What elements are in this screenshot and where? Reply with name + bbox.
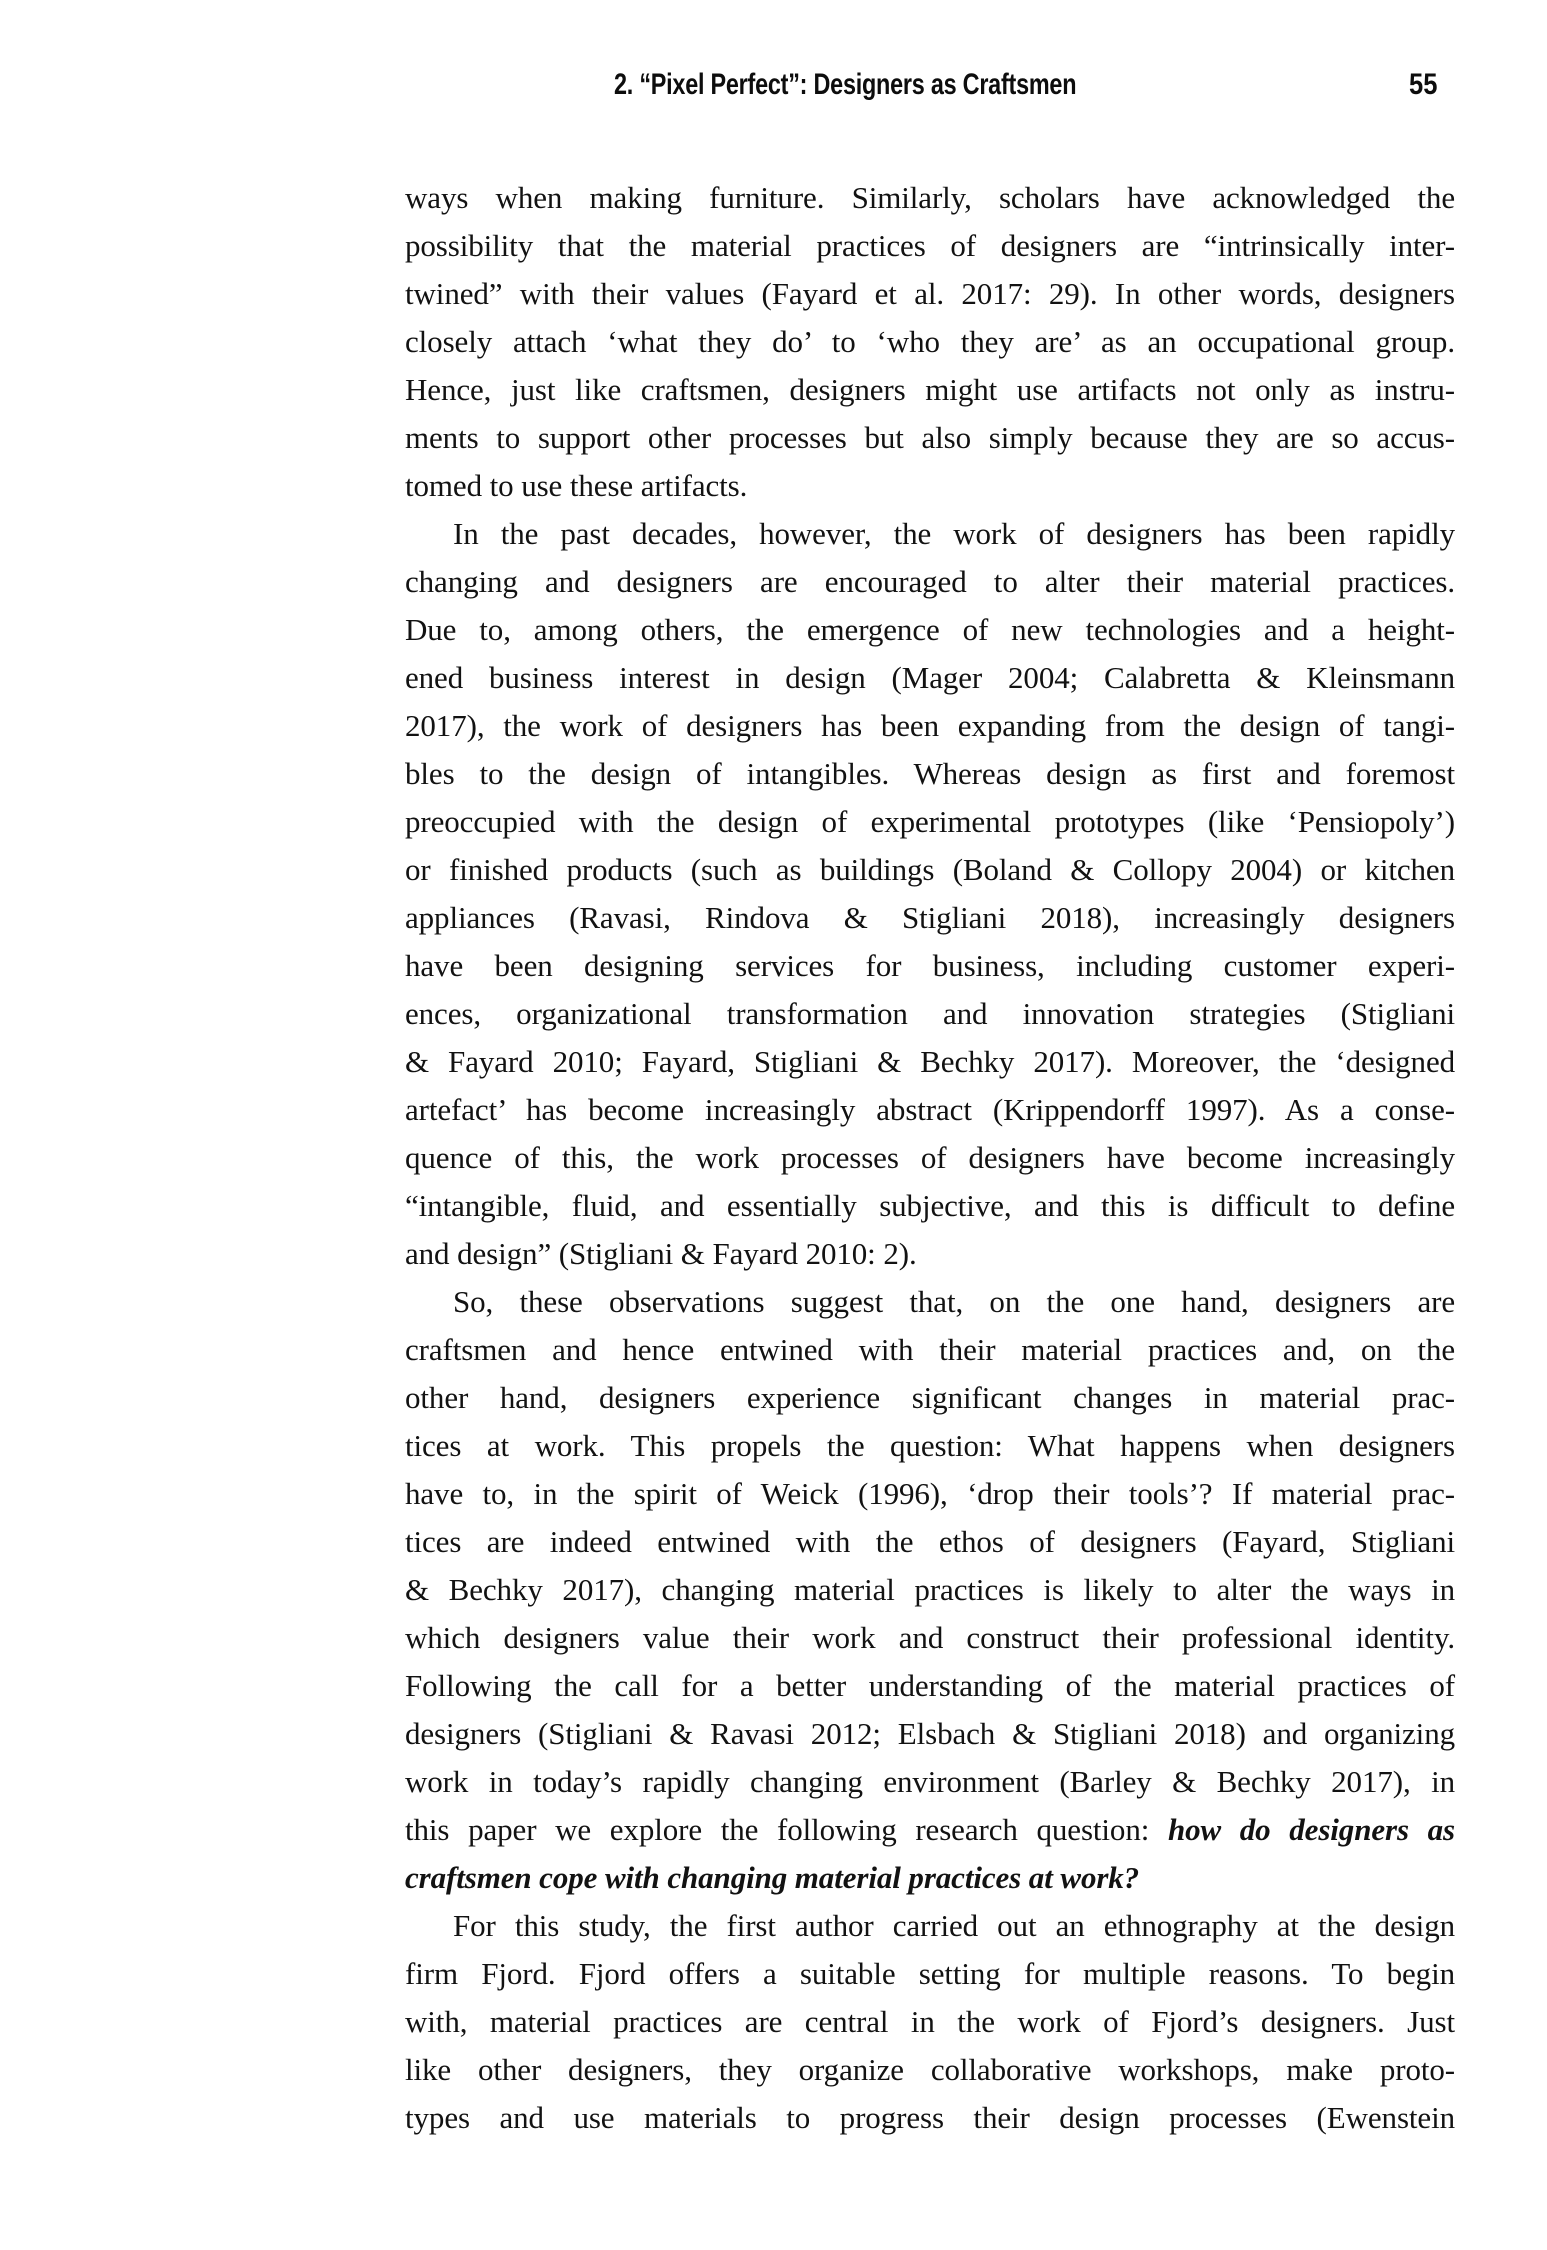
text-segment: types and use materials to progress their design processes (Ewenstein: [405, 2100, 1455, 2135]
text-segment: and design” (Stigliani & Fayard 2010: 2).: [405, 1236, 917, 1271]
text-segment: preoccupied with the design of experimental prototypes (like ‘Pensiopoly’): [405, 804, 1455, 839]
text-line: [405, 222, 1455, 270]
text-line: [405, 2094, 1455, 2142]
text-line: [405, 1662, 1455, 1710]
text-line: [405, 1326, 1455, 1374]
text-segment: firm Fjord. Fjord offers a suitable setting for multiple reasons. To begin: [405, 1956, 1455, 1991]
text-line: [405, 1758, 1455, 1806]
text-segment: Following the call for a better understanding of the material practices of: [405, 1668, 1455, 1703]
text-segment: “intangible, fluid, and essentially subjective, and this is difficult to define: [405, 1188, 1455, 1223]
text-line: [405, 654, 1455, 702]
text-line: [405, 1230, 1455, 1278]
text-line: [405, 990, 1455, 1038]
text-line: [405, 414, 1455, 462]
text-line: [405, 1422, 1455, 1470]
text-segment: ments to support other processes but also simply because they are so accus-: [405, 420, 1455, 455]
text-segment: craftsmen and hence entwined with their material practices and, on the: [405, 1332, 1455, 1367]
text-segment: designers (Stigliani & Ravasi 2012; Elsbach & Stigliani 2018) and organizing: [405, 1716, 1455, 1751]
text-segment: artefact’ has become increasingly abstract (Krippendorff 1997). As a conse-: [405, 1092, 1455, 1127]
page-header: [0, 68, 1547, 104]
text-line: [405, 1086, 1455, 1134]
text-line: [405, 942, 1455, 990]
text-line: [405, 1566, 1455, 1614]
text-line: [405, 1998, 1455, 2046]
text-line: [405, 1806, 1455, 1854]
text-segment: have been designing services for business, including customer experi-: [405, 948, 1455, 983]
text-segment: work in today’s rapidly changing environment (Barley & Bechky 2017), in: [405, 1764, 1455, 1799]
text-line: [405, 270, 1455, 318]
research-question-italic: craftsmen cope with changing material practices at work?: [405, 1860, 1140, 1895]
text-segment: appliances (Ravasi, Rindova & Stigliani 2018), increasingly designers: [405, 900, 1455, 935]
text-line: [405, 894, 1455, 942]
text-segment: tices at work. This propels the question: What happens when designers: [405, 1428, 1455, 1463]
text-segment: possibility that the material practices of designers are “intrinsically inter-: [405, 228, 1455, 263]
text-segment: changing and designers are encouraged to alter their material practices.: [405, 564, 1455, 599]
paragraph: [405, 174, 1455, 510]
text-segment: bles to the design of intangibles. Whereas design as first and foremost: [405, 756, 1455, 791]
text-segment: For this study, the first author carried out an ethnography at the design: [453, 1908, 1455, 1943]
text-segment: Hence, just like craftsmen, designers might use artifacts not only as instru-: [405, 372, 1455, 407]
text-line: [405, 1278, 1455, 1326]
text-line: [405, 702, 1455, 750]
paragraph: [405, 510, 1455, 1278]
text-segment: ences, organizational transformation and innovation strategies (Stigliani: [405, 996, 1455, 1031]
text-line: [405, 1134, 1455, 1182]
text-line: [405, 750, 1455, 798]
paragraph: [405, 1902, 1455, 2142]
text-line: [405, 510, 1455, 558]
text-segment: quence of this, the work processes of designers have become increasingly: [405, 1140, 1455, 1175]
text-segment: ways when making furniture. Similarly, scholars have acknowledged the: [405, 180, 1455, 215]
text-line: [405, 558, 1455, 606]
text-segment: 2017), the work of designers has been expanding from the design of tangi-: [405, 708, 1455, 743]
text-segment: or finished products (such as buildings (Boland & Collopy 2004) or kitchen: [405, 852, 1455, 887]
text-segment: Due to, among others, the emergence of new technologies and a height-: [405, 612, 1455, 647]
text-segment: other hand, designers experience significant changes in material prac-: [405, 1380, 1455, 1415]
text-line: [405, 1374, 1455, 1422]
text-line: [405, 1854, 1455, 1902]
text-line: [405, 366, 1455, 414]
text-line: [405, 1710, 1455, 1758]
text-line: [405, 1950, 1455, 1998]
text-line: [405, 1902, 1455, 1950]
text-segment: like other designers, they organize collaborative workshops, make proto-: [405, 2052, 1455, 2087]
text-line: [405, 846, 1455, 894]
text-segment: tices are indeed entwined with the ethos of designers (Fayard, Stigliani: [405, 1524, 1455, 1559]
text-segment: So, these observations suggest that, on the one hand, designers are: [453, 1284, 1455, 1319]
text-segment: tomed to use these artifacts.: [405, 468, 748, 503]
text-segment: which designers value their work and construct their professional identity.: [405, 1620, 1455, 1655]
text-line: [405, 1470, 1455, 1518]
text-segment: twined” with their values (Fayard et al. 2017: 29). In other words, designers: [405, 276, 1455, 311]
text-line: [405, 1038, 1455, 1086]
running-head-title: 2. “Pixel Perfect”: Designers as Craftsmen: [614, 68, 1077, 101]
text-line: [405, 318, 1455, 366]
text-segment: this paper we explore the following research question:: [405, 1812, 1168, 1847]
text-line: [405, 174, 1455, 222]
text-line: [405, 1518, 1455, 1566]
text-segment: with, material practices are central in the work of Fjord’s designers. Just: [405, 2004, 1455, 2039]
text-segment: & Bechky 2017), changing material practices is likely to alter the ways in: [405, 1572, 1455, 1607]
text-segment: ened business interest in design (Mager 2004; Calabretta & Kleinsmann: [405, 660, 1455, 695]
text-line: [405, 1182, 1455, 1230]
body-text: [405, 174, 1455, 2142]
text-segment: have to, in the spirit of Weick (1996), ‘drop their tools’? If material prac-: [405, 1476, 1455, 1511]
text-line: [405, 606, 1455, 654]
text-line: [405, 2046, 1455, 2094]
page-number: 55: [1408, 68, 1437, 101]
text-segment: & Fayard 2010; Fayard, Stigliani & Bechky 2017). Moreover, the ‘designed: [405, 1044, 1455, 1079]
text-line: [405, 462, 1455, 510]
text-segment: closely attach ‘what they do’ to ‘who they are’ as an occupational group.: [405, 324, 1455, 359]
paragraph: [405, 1278, 1455, 1902]
text-line: [405, 1614, 1455, 1662]
research-question-italic: how do designers as: [1167, 1812, 1455, 1847]
text-segment: In the past decades, however, the work of designers has been rapidly: [453, 516, 1455, 551]
text-line: [405, 798, 1455, 846]
